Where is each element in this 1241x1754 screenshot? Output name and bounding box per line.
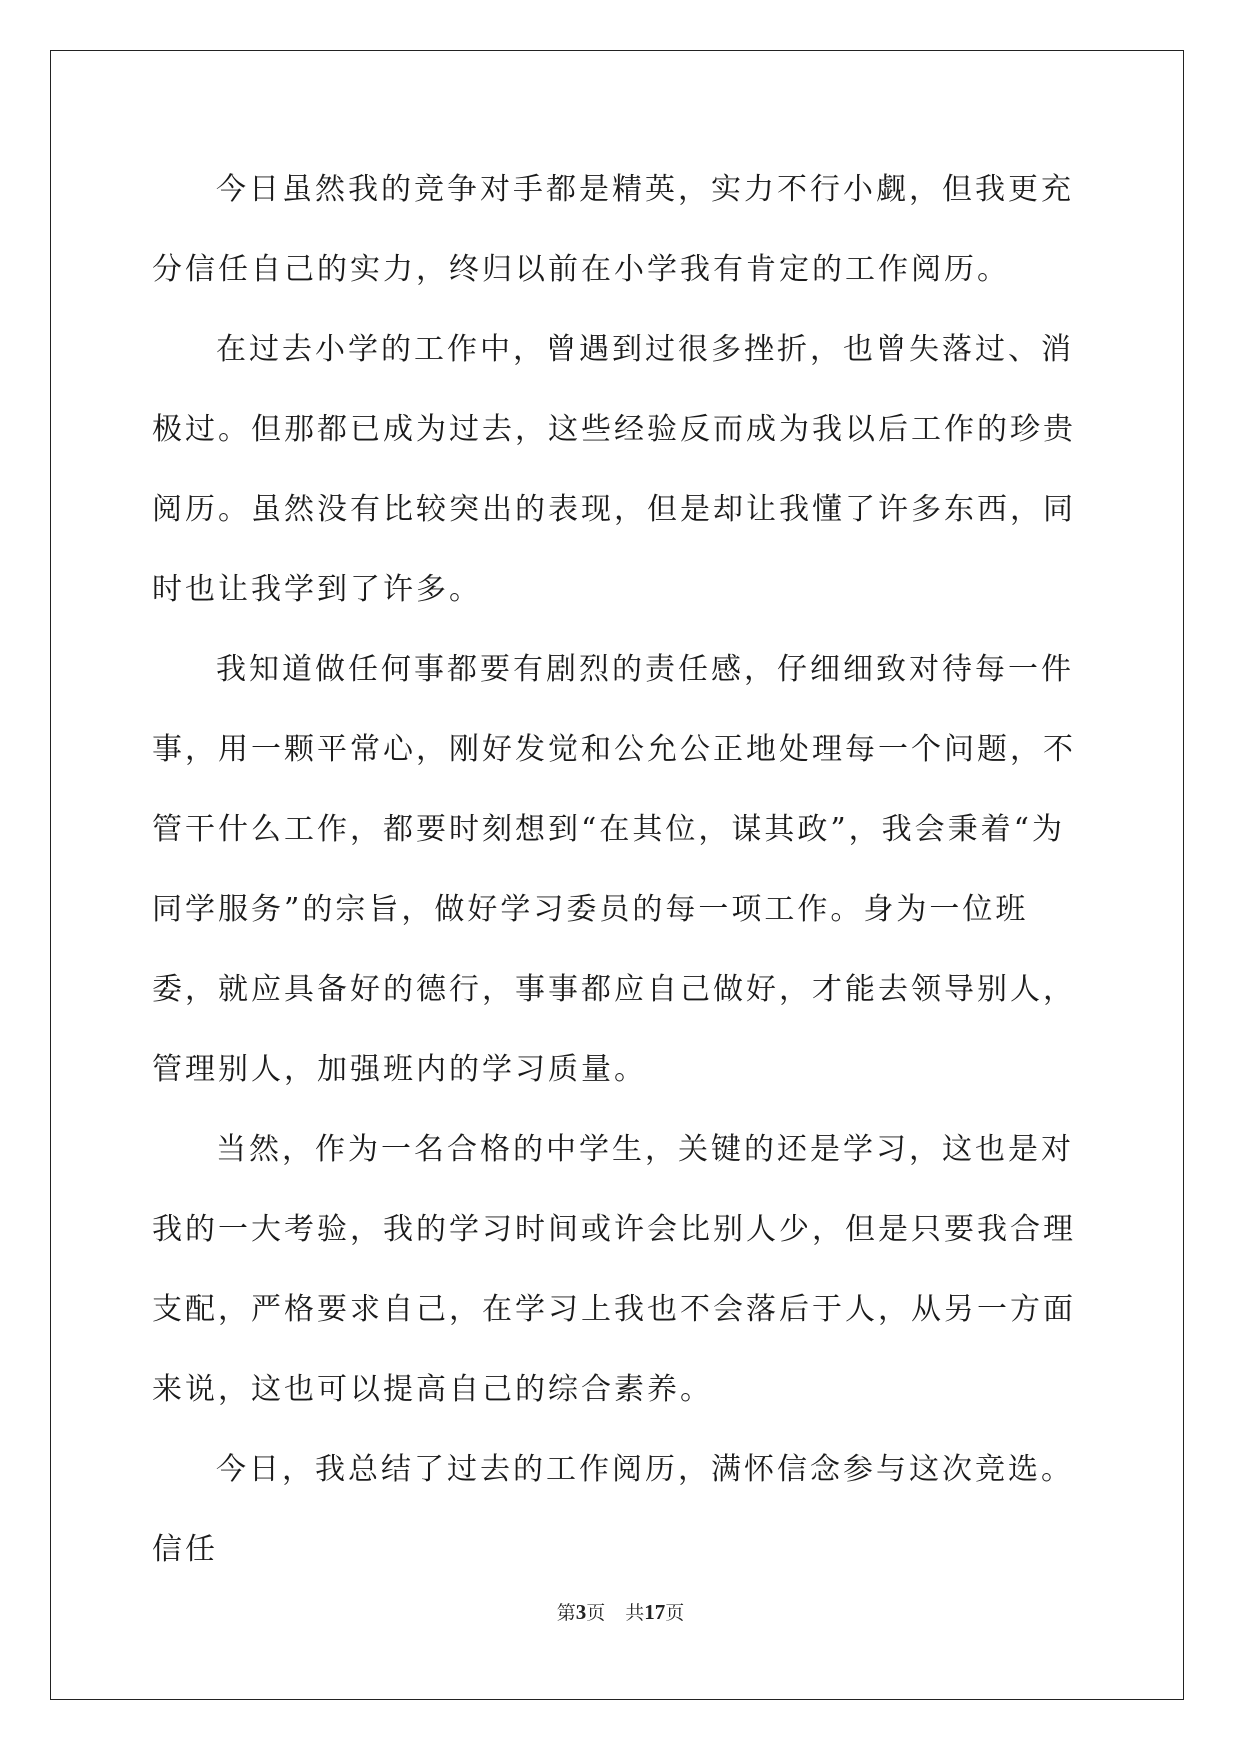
paragraph: 今日，我总结了过去的工作阅历，满怀信念参与这次竞选。信任 (152, 1452, 1074, 1567)
paragraph: 我知道做任何事都要有剧烈的责任感，仔细细致对待每一件事，用一颗平常心，刚好发觉和公允公正地处理每一个问题，不管干什么工作，都要时刻想到“在其位，谋其政”，我会秉着“为同学服务”的宗旨，做好学习委员的每一项工作。身为一位班委，就应具备好的德行，事事都应自己做好，才能去领导别人，管理别人，加强班内的学习质量。 (152, 652, 1076, 1087)
paragraph: 今日虽然我的竞争对手都是精英，实力不行小觑，但我更充分信任自己的实力，终归以前在小学我有肯定的工作阅历。 (152, 172, 1074, 287)
document-body (152, 150, 1082, 1590)
total-suffix: 页 (665, 1602, 685, 1624)
paragraph: 在过去小学的工作中，曾遇到过很多挫折，也曾失落过、消极过。但那都已成为过去，这些经验反而成为我以后工作的珍贵阅历。虽然没有比较突出的表现，但是却让我懂了许多东西，同时也让我学到了许多。 (152, 332, 1076, 607)
page-number: 3 (575, 1600, 587, 1624)
paragraph: 当然，作为一名合格的中学生，关键的还是学习，这也是对我的一大考验，我的学习时间或许会比别人少，但是只要我合理支配，严格要求自己，在学习上我也不会落后于人，从另一方面来说，这也可以提高自己的综合素养。 (152, 1132, 1076, 1407)
total-pages: 17 (644, 1600, 666, 1624)
total-prefix: 共 (625, 1602, 645, 1624)
page-suffix: 页 (586, 1602, 606, 1624)
page-prefix: 第 (556, 1602, 576, 1624)
page-footer (0, 1598, 1241, 1625)
